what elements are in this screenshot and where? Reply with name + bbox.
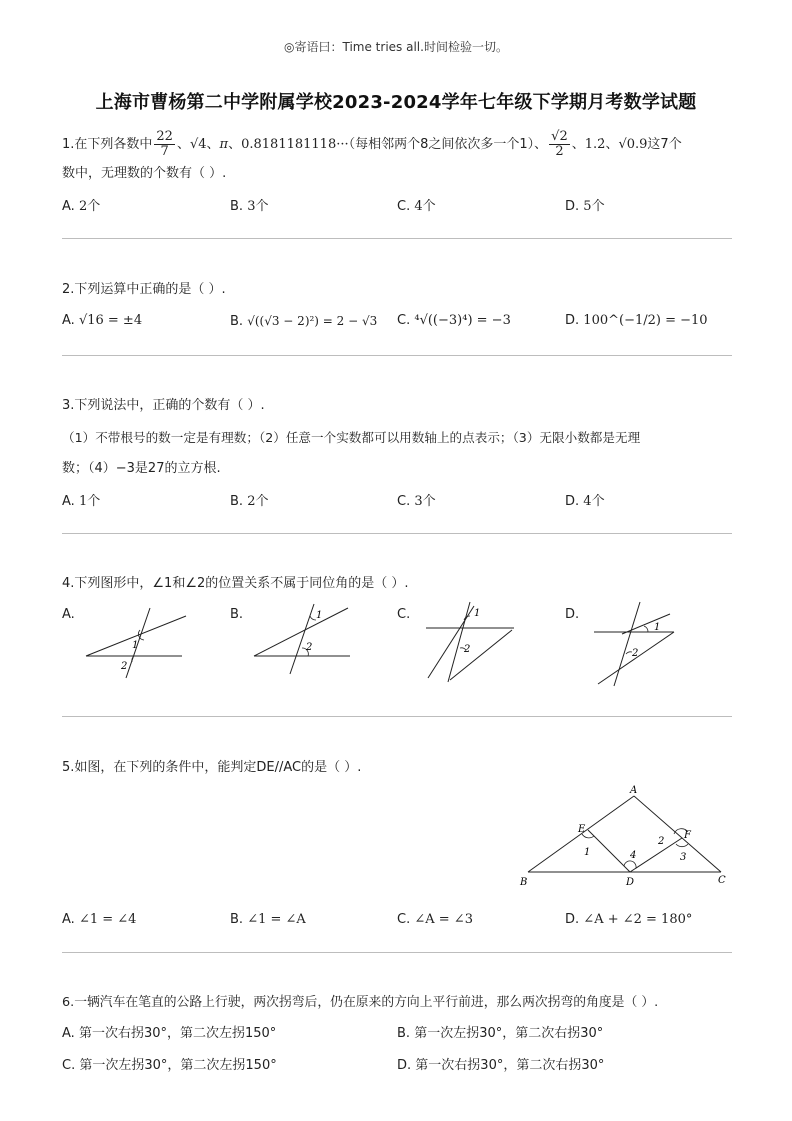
option-label: B. bbox=[397, 1026, 411, 1041]
option-text: 第一次左拐30°，第二次左拐150° bbox=[79, 1058, 277, 1073]
q1-repeating: 1.2̇ bbox=[584, 137, 606, 152]
q5-option-d[interactable] bbox=[565, 910, 692, 930]
q4-option-b[interactable] bbox=[230, 605, 243, 625]
sep: 、 bbox=[206, 137, 220, 152]
frac-numerator: 22 bbox=[156, 129, 173, 144]
angle-arc bbox=[676, 844, 688, 847]
frac-numerator: √2 bbox=[551, 129, 568, 144]
angle-label-1: 1 bbox=[132, 640, 139, 651]
option-label: A. bbox=[62, 313, 75, 328]
angle-label-2: 2 bbox=[658, 836, 665, 847]
q1-fraction-22-7 bbox=[154, 130, 175, 159]
option-text: ∠A + ∠2 = 180° bbox=[583, 912, 693, 927]
option-text: ∠A = ∠3 bbox=[414, 912, 473, 927]
frac-denominator: 2 bbox=[555, 144, 564, 159]
q2-option-d[interactable] bbox=[565, 311, 708, 331]
option-label: D. bbox=[565, 199, 580, 214]
q3-option-c[interactable] bbox=[397, 492, 436, 512]
page-title: 上海市曹杨第二中学附属学校2023-2024学年七年级下学期月考数学试题 bbox=[95, 92, 697, 113]
option-text: 4个 bbox=[583, 494, 605, 509]
option-label: A. bbox=[62, 607, 75, 622]
question-1-line2: 数中，无理数的个数有（ ）. bbox=[62, 166, 227, 181]
option-label: B. bbox=[230, 314, 244, 329]
q4-figure-d bbox=[592, 600, 682, 688]
option-label: D. bbox=[565, 494, 580, 509]
question-5-stem: 5.如图，在下列的条件中，能判定DE//AC的是（ ）. bbox=[62, 760, 362, 775]
question-6-stem: 6.一辆汽车在笔直的公路上行驶，两次拐弯后，仍在原来的方向上平行前进，那么两次拐弯的角度是（ ）. bbox=[62, 995, 659, 1010]
option-text: ∠1 = ∠A bbox=[247, 912, 306, 927]
divider bbox=[62, 952, 732, 953]
q3-option-d[interactable] bbox=[565, 492, 605, 512]
line bbox=[622, 614, 670, 634]
option-label: C. bbox=[397, 607, 411, 622]
divider bbox=[62, 716, 732, 717]
motto: ◎寄语曰：Time tries all.时间检验一切。 bbox=[284, 40, 508, 54]
option-text: 3个 bbox=[414, 494, 436, 509]
sep: 、 bbox=[605, 137, 619, 152]
label-F: F bbox=[684, 830, 691, 841]
q5-option-b[interactable] bbox=[230, 910, 306, 930]
q1-option-b[interactable] bbox=[230, 197, 268, 217]
option-text: 2个 bbox=[78, 199, 101, 214]
question-3-line3: 数；（4）−3是27的立方根. bbox=[62, 461, 221, 476]
option-text: ∠1 = ∠4 bbox=[78, 912, 137, 927]
q4-option-c[interactable] bbox=[397, 605, 410, 625]
angle-label-3: 3 bbox=[680, 852, 687, 863]
option-text: 2个 bbox=[247, 494, 269, 509]
angle-arc bbox=[644, 626, 648, 632]
sep: 、 bbox=[176, 137, 190, 152]
option-text: 第一次右拐30°，第二次右拐30° bbox=[415, 1058, 605, 1073]
q4-option-d[interactable] bbox=[565, 605, 579, 625]
option-label: D. bbox=[565, 313, 580, 328]
q1-suffix: 这7个 bbox=[647, 137, 682, 152]
q2-option-a[interactable] bbox=[62, 311, 142, 331]
label-E: E bbox=[578, 824, 586, 835]
option-label: C. bbox=[62, 1058, 76, 1073]
q1-sqrt4: √4 bbox=[189, 137, 207, 152]
q6-option-d[interactable] bbox=[397, 1056, 604, 1076]
angle-label-4: 4 bbox=[630, 850, 637, 861]
q3-option-b[interactable] bbox=[230, 492, 268, 512]
segment-df bbox=[630, 838, 682, 872]
option-label: C. bbox=[397, 912, 411, 927]
option-label: B. bbox=[230, 912, 244, 927]
q1-pi: π bbox=[219, 137, 229, 152]
option-label: D. bbox=[565, 912, 580, 927]
q1-prefix: 1.在下列各数中 bbox=[62, 137, 153, 152]
option-text: 第一次左拐30°，第二次右拐30° bbox=[414, 1026, 604, 1041]
label-C: C bbox=[718, 875, 726, 886]
question-3-line2: （1）不带根号的数一定是有理数；（2）任意一个实数都可以用数轴上的点表示；（3）无限小数都是无理 bbox=[62, 430, 641, 445]
q2-option-b[interactable] bbox=[230, 311, 377, 332]
q5-option-a[interactable] bbox=[62, 910, 136, 930]
q1-option-d[interactable] bbox=[565, 197, 605, 217]
q6-option-b[interactable] bbox=[397, 1024, 603, 1044]
angle-label-2: 2 bbox=[464, 644, 471, 655]
option-label: B. bbox=[230, 199, 244, 214]
angle-label-2: 2 bbox=[632, 648, 639, 659]
q2-option-c[interactable] bbox=[397, 311, 511, 331]
q1-sqrt09: √0.9 bbox=[618, 137, 648, 152]
q1-option-c[interactable] bbox=[397, 197, 436, 217]
option-text: 1个 bbox=[78, 494, 101, 509]
option-text: 4个 bbox=[414, 199, 436, 214]
q3-option-a[interactable] bbox=[62, 492, 100, 512]
option-label: A. bbox=[62, 912, 75, 927]
option-text: 100^(−1/2) = −10 bbox=[583, 313, 708, 328]
q4-figure-c bbox=[422, 600, 518, 684]
line bbox=[254, 608, 348, 656]
option-text: 第一次右拐30°，第二次左拐150° bbox=[78, 1026, 277, 1041]
angle-arc bbox=[624, 861, 636, 868]
q4-figure-b bbox=[252, 602, 356, 678]
q1-fraction-sqrt2-2 bbox=[549, 130, 570, 159]
option-text: √((√3 − 2)²) = 2 − √3 bbox=[247, 314, 378, 328]
option-text: 3个 bbox=[247, 199, 269, 214]
label-B: B bbox=[520, 877, 528, 888]
angle-label-1: 1 bbox=[584, 847, 591, 858]
angle-label-1: 1 bbox=[654, 622, 661, 633]
line bbox=[614, 602, 640, 686]
q1-decimal: 0.8181181118··· bbox=[241, 137, 349, 152]
option-label: D. bbox=[565, 607, 580, 622]
question-3-stem: 3.下列说法中，正确的个数有（ ）. bbox=[62, 398, 265, 413]
question-2-stem: 2.下列运算中正确的是（ ）. bbox=[62, 282, 226, 297]
angle-label-2: 2 bbox=[306, 642, 313, 653]
option-label: C. bbox=[397, 494, 411, 509]
divider bbox=[62, 238, 732, 239]
option-text: √16 = ±4 bbox=[78, 313, 143, 328]
question-1-stem bbox=[62, 130, 682, 159]
option-label: B. bbox=[230, 494, 244, 509]
q6-option-a[interactable] bbox=[62, 1024, 276, 1044]
option-text: 5个 bbox=[583, 199, 605, 214]
option-label: B. bbox=[230, 607, 244, 622]
angle-label-2: 2 bbox=[121, 661, 128, 672]
option-label: D. bbox=[397, 1058, 412, 1073]
option-label: C. bbox=[397, 313, 411, 328]
q5-figure bbox=[516, 782, 736, 892]
q5-option-c[interactable] bbox=[397, 910, 473, 930]
question-4-stem: 4.下列图形中，∠1和∠2的位置关系不属于同位角的是（ ）. bbox=[62, 576, 409, 591]
divider bbox=[62, 533, 732, 534]
q1-note: （每相邻两个8之间依次多一个1）、 bbox=[348, 137, 548, 152]
line bbox=[450, 630, 512, 680]
label-D: D bbox=[626, 877, 635, 888]
q4-figure-a bbox=[84, 606, 194, 682]
option-label: A. bbox=[62, 1026, 75, 1041]
sep: 、 bbox=[228, 137, 242, 152]
divider bbox=[62, 355, 732, 356]
angle-label-1: 1 bbox=[474, 608, 481, 619]
sep: 、 bbox=[571, 137, 585, 152]
option-label: A. bbox=[62, 199, 75, 214]
line bbox=[290, 604, 314, 674]
option-label: A. bbox=[62, 494, 75, 509]
q4-option-a[interactable] bbox=[62, 605, 75, 625]
angle-label-1: 1 bbox=[316, 610, 323, 621]
option-text: ⁴√((−3)⁴) = −3 bbox=[414, 313, 511, 328]
option-label: C. bbox=[397, 199, 411, 214]
q6-option-c[interactable] bbox=[62, 1056, 277, 1076]
label-A: A bbox=[630, 785, 638, 796]
frac-denominator: 7 bbox=[160, 144, 169, 159]
q1-option-a[interactable] bbox=[62, 197, 100, 217]
